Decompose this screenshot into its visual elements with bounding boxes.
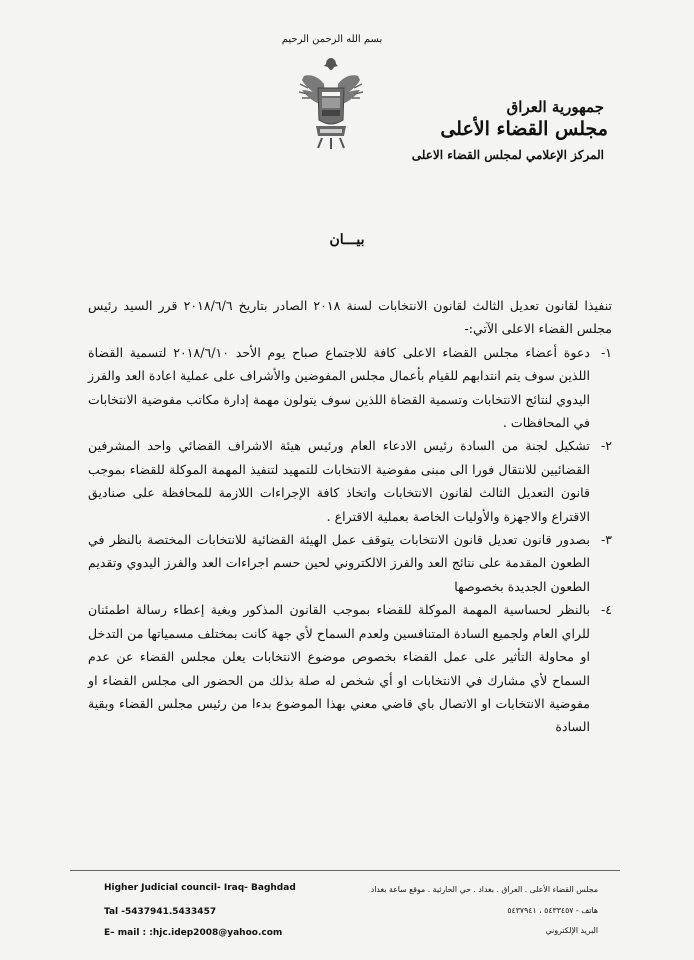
list-item-number: ٢- (600, 438, 612, 454)
list-item-text: تشكيل لجنة من السادة رئيس الادعاء العام ورئيس هيئة الاشراف القضائي واحد المشرفين القضائيين للانتقال فورا الى مبنى مفوضية الانتخابات للتمهيد لتنفيذ المهمة الموكلة للقضاء بموجب قانون التعديل الثالث لقانون الانتخابات واتخاذ كافة الإجراءات اللازمة للمحافظة على صناديق الاقتراع والاجهزة والأوليات الخاصة بعملية الاقتراع . (88, 438, 590, 524)
footer-arabic-email: البريد الإلكتروني (545, 926, 598, 935)
footer-arabic-phone: هاتف - ٥٤٣٣٤٥٧ ، ٥٤٣٧٩٤١ (507, 906, 598, 915)
footer-english-tel: Tal -5437941.5433457 (104, 907, 217, 917)
list-item-number: ١- (600, 344, 612, 360)
list-item (88, 528, 612, 598)
intro-paragraph: تنفيذا لقانون تعديل الثالث لقانون الانتخابات لسنة ٢٠١٨ الصادر بتاريخ ٢٠١٨/٦/٦ قرر السيد رئيس مجلس القضاء الاعلى الآتي:- (88, 298, 613, 337)
list-item-number: ٣- (600, 532, 612, 548)
list-item (88, 598, 612, 738)
footer-english-name: Higher Judicial council- Iraq- Baghdad (104, 883, 296, 893)
list-item-text: بصدور قانون تعديل قانون الانتخابات يتوقف عمل الهيئة القضائية للانتخابات المختصة بالنظر في الطعون المقدمة على نتائج العد والفرز الالكتروني لحين حسم اجراءات العد والفرز اليدوي وتقديم الطعون الجديدة بخصوصها (88, 532, 590, 594)
country-name: جمهورية العراق (506, 98, 604, 116)
basmala: بسم الله الرحمن الرحيم (281, 34, 383, 45)
list-item (88, 434, 612, 528)
footer-arabic-address: مجلس القضاء الأعلى . العراق . بغداد . حي الحارثية . موقع ساعة بغداد (370, 885, 598, 894)
list-item-text: دعوة أعضاء مجلس القضاء الاعلى كافة للاجتماع صباح يوم الأحد ٢٠١٨/٦/١٠ لتسمية القضاة اللذين سوف يتم انتدابهم للقيام بأعمال مجلس المفوضين والأشراف على عملية اعادة العد والفرز اليدوي لنتائج الانتخابات وتسمية القضاة اللذين سوف يتولون مهمة إدارة مكاتب مفوضية الانتخابات في المحافظات . (88, 344, 590, 431)
council-name: مجلس القضاء الأعلى (440, 118, 608, 140)
footer-divider (70, 870, 620, 871)
list-item (88, 341, 612, 435)
media-center-name: المركز الإعلامي لمجلس القضاء الاعلى (411, 148, 604, 162)
footer-english-email: E– mail : :hjc.idep2008@yahoo.com (104, 928, 283, 938)
list-item-text: بالنظر لحساسية المهمة الموكلة للقضاء بموجب القانون المذكور وبغية إعطاء رسالة اطمئنان للراي العام ولجميع السادة المتنافسين ولعدم السماح لأي جهة كانت بمختلف مسمياتها من التدخل او محاولة التأثير على عمل القضاء بخصوص موضوع الانتخابات يعلن مجلس القضاء عن عدم السماح لأي مشارك في الانتخابات او أي شخص له صلة بذلك من الحضور الى مجلس القضاء او مفوضية الانتخابات او الاتصال باي قاضي معني بهذا الموضوع بدءا من رئيس مجلس القضاء وبقية السادة (88, 602, 590, 735)
document-body (88, 294, 612, 739)
document-title: بيـــان (329, 232, 365, 248)
list-item-number: ٤- (600, 602, 612, 618)
